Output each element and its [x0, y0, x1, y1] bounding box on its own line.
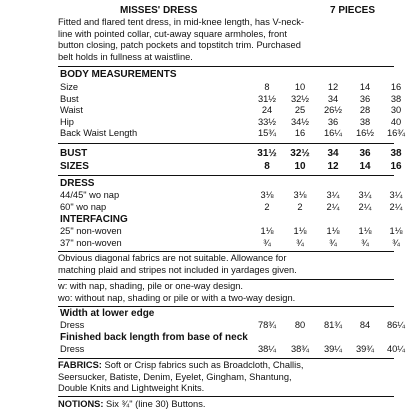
table-cell: 80	[294, 320, 306, 330]
table-cell: 14	[359, 82, 371, 92]
table-cell: 3¼	[326, 190, 340, 200]
table-cell: 3¼	[389, 190, 403, 200]
table-cell: 3⅛	[260, 190, 274, 200]
description-line: belt holds in fullness at waistline.	[58, 51, 193, 62]
row-label: 60" wo nap	[60, 201, 107, 212]
note-line: matching plaid and stripes not included in yardages given.	[58, 264, 297, 275]
table-cell: 25	[294, 105, 306, 115]
note-line: w: with nap, shading, pile or one-way design.	[58, 281, 244, 291]
row-label: 44/45" wo nap	[60, 190, 120, 200]
row-label: Back Waist Length	[60, 128, 138, 138]
table-cell: 31½	[257, 148, 277, 159]
table-cell: 38¾	[290, 344, 310, 354]
table-cell: 3⅛	[293, 190, 307, 200]
table-cell: ¾	[329, 237, 337, 248]
table-cell: 15¾	[257, 128, 277, 138]
table-cell: 84	[359, 320, 371, 330]
nap-notes	[58, 281, 394, 304]
table-cell: 86¼	[386, 320, 406, 330]
table-cell: 16¼	[323, 128, 343, 138]
divider	[58, 396, 394, 397]
table-cell: 2¼	[389, 201, 403, 212]
table-cell: 1⅛	[389, 226, 403, 236]
table-cell: 36	[359, 148, 371, 159]
table-cell: 32½	[290, 93, 310, 104]
dress-heading: DRESS	[60, 178, 95, 189]
note-line: Obvious diagonal fabrics are not suitable. Allowance for	[58, 253, 287, 263]
row-label: Bust	[60, 93, 79, 104]
divider	[58, 358, 394, 359]
pattern-title: MISSES' DRESS	[120, 5, 198, 16]
table-cell: 38	[390, 93, 402, 104]
table-cell: 14	[359, 161, 371, 172]
table-cell: 38	[390, 148, 402, 159]
description-line: line with pointed collar, cut-away square armholes, front	[58, 28, 287, 39]
table-cell: 16	[390, 161, 402, 172]
table-cell: 40	[390, 116, 402, 127]
table-cell: 31½	[257, 93, 277, 104]
row-label: 25" non-woven	[60, 226, 122, 236]
table-cell: 38	[359, 116, 371, 127]
table-cell: 2¼	[326, 201, 340, 212]
body-measurements-heading: BODY MEASUREMENTS	[60, 69, 177, 80]
table-cell: 12	[327, 82, 339, 92]
row-label: BUST	[60, 148, 88, 159]
table-cell: 40¼	[386, 344, 406, 354]
table-cell: 32½	[290, 148, 310, 159]
table-cell: 2	[264, 201, 270, 212]
table-cell: 12	[327, 161, 339, 172]
table-cell: 10	[294, 161, 306, 172]
fabrics-line: Soft or Crisp fabrics such as Broadcloth, Challis,	[101, 360, 304, 370]
table-cell: 81¾	[323, 320, 343, 330]
interfacing-heading: INTERFACING	[60, 214, 128, 225]
row-label: SIZES	[60, 161, 89, 172]
row-label: Dress	[60, 320, 85, 330]
divider	[58, 279, 394, 280]
divider	[58, 306, 394, 307]
table-cell: 33½	[257, 116, 277, 127]
note-line: wo: without nap, shading or pile or with a two-way design.	[58, 292, 296, 303]
table-cell: ¾	[263, 237, 271, 248]
row-label: Dress	[60, 344, 85, 354]
table-cell: 39¾	[355, 344, 375, 354]
notions-section	[58, 399, 394, 411]
description-line: Fitted and flared tent dress, in mid-knee length, has V-neck-	[58, 17, 304, 27]
table-cell: 36	[359, 93, 371, 104]
pieces-count: 7 PIECES	[330, 5, 376, 16]
table-cell: 1⅛	[293, 226, 307, 236]
notions-label: NOTIONS:	[58, 399, 104, 409]
table-cell: 39¼	[323, 344, 343, 354]
table-cell: 16¾	[386, 128, 406, 138]
table-cell: 28	[359, 105, 371, 115]
table-cell: 8	[264, 82, 270, 92]
table-cell: 8	[264, 161, 270, 172]
notions-text: Six ¾" (line 30) Buttons.	[103, 399, 206, 409]
row-label: Size	[60, 82, 79, 92]
table-cell: ¾	[361, 237, 369, 248]
table-cell: 36	[327, 116, 339, 127]
width-lower-edge-heading: Width at lower edge	[60, 308, 155, 319]
description-line: button closing, patch pockets and topstitch trim. Purchased	[58, 40, 301, 50]
fabric-notes	[58, 253, 394, 276]
table-cell: 16	[390, 82, 402, 92]
finished-back-length-heading: Finished back length from base of neck	[60, 332, 248, 343]
row-label: Hip	[60, 116, 74, 127]
table-cell: 1⅛	[260, 226, 274, 236]
fabrics-label: FABRICS:	[58, 360, 102, 370]
description	[58, 17, 394, 63]
divider	[58, 66, 394, 67]
table-cell: 16½	[355, 128, 375, 138]
table-cell: 1⅛	[326, 226, 340, 236]
table-cell: 26½	[323, 105, 343, 115]
table-cell: 16	[294, 128, 306, 138]
table-cell: 30	[390, 105, 402, 115]
row-label: Waist	[60, 105, 83, 115]
table-cell: 34½	[290, 116, 310, 127]
divider	[58, 143, 394, 144]
fabrics-section	[58, 360, 394, 395]
table-cell: 2¼	[358, 201, 372, 212]
table-cell: 1⅛	[358, 226, 372, 236]
row-label: 37" non-woven	[60, 237, 122, 248]
table-cell: 3¼	[358, 190, 372, 200]
table-cell: 24	[261, 105, 273, 115]
divider	[58, 175, 394, 176]
table-cell: 38¼	[257, 344, 277, 354]
fabrics-line: Double Knits and Lightweight Knits.	[58, 383, 205, 393]
table-cell: ¾	[392, 237, 400, 248]
table-cell: 34	[327, 93, 339, 104]
table-cell: 2	[297, 201, 303, 212]
table-cell: ¾	[296, 237, 304, 248]
table-cell: 78¾	[257, 320, 277, 330]
divider	[58, 251, 394, 252]
table-cell: 10	[294, 82, 306, 92]
table-cell: 34	[327, 148, 339, 159]
fabrics-line: Seersucker, Batiste, Denim, Eyelet, Gingham, Shantung,	[58, 371, 292, 382]
